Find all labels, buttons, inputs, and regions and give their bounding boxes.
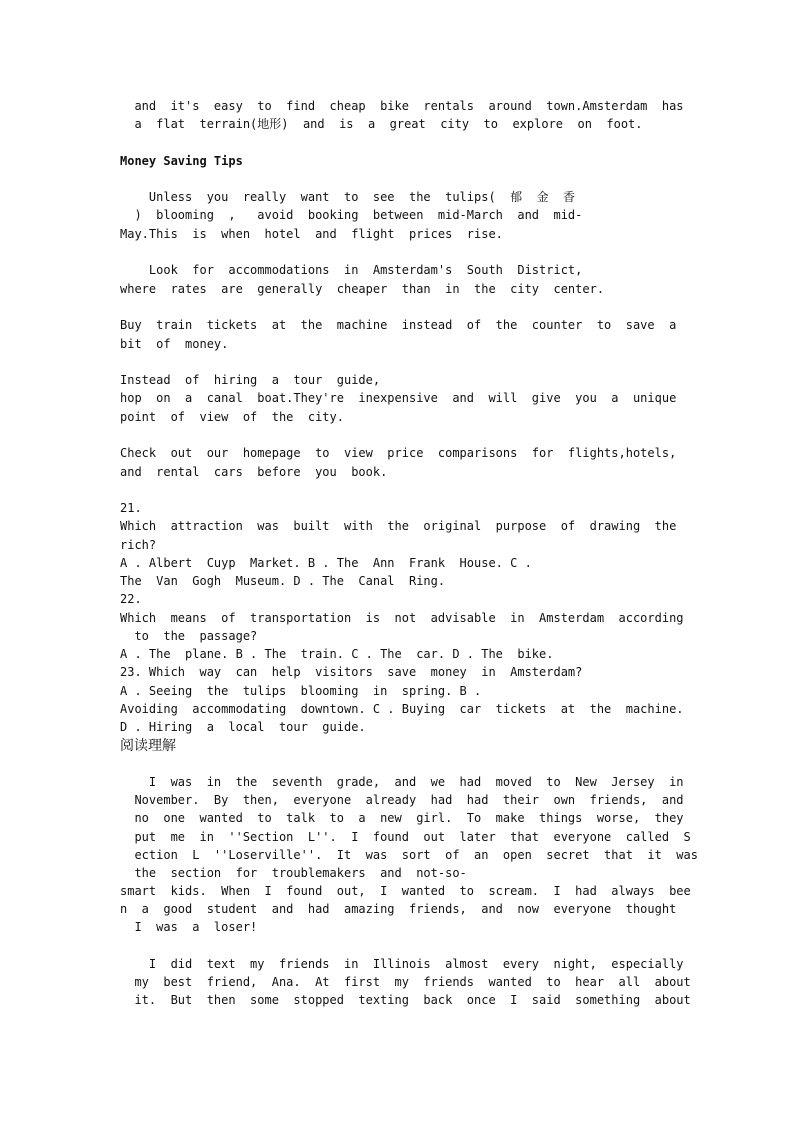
tip-line: Check out our homepage to view price comparisons for flights,hotels, [120, 446, 677, 460]
reading-line: my best friend, Ana. At first my friends wanted to hear all about [120, 975, 691, 989]
tip-line: and rental cars before you book. [120, 465, 388, 479]
question-options: A . Albert Cuyp Market. B . The Ann Frank House. C . [120, 556, 532, 570]
reading-line: November. By then, everyone already had had their own friends, and [120, 793, 684, 807]
question-number: 21. [120, 501, 142, 515]
reading-line: I did text my friends in Illinois almost every night, especially [120, 957, 684, 971]
reading-line: it. But then some stopped texting back once I said something about [120, 993, 691, 1007]
tip-line: Instead of hiring a tour guide, [120, 373, 381, 387]
tip-line: Look for accommodations in Amsterdam's South District, [120, 263, 583, 277]
tip-line: ) blooming , avoid booking between mid-March and mid- [120, 208, 583, 222]
tip-line: May.This is when hotel and flight prices rise. [120, 227, 503, 241]
paragraph-line: a flat terrain(地形) and is a great city to explore on foot. [120, 117, 643, 131]
question-number: 22. [120, 592, 142, 606]
tip-line: hop on a canal boat.They're inexpensive and will give you a unique [120, 391, 677, 405]
tip-line: Unless you really want to see the tulips( 郁 金 香 [120, 190, 576, 204]
reading-line: ection L ''Loserville''. It was sort of an open secret that it was [120, 848, 698, 862]
reading-line: I was in the seventh grade, and we had moved to New Jersey in [120, 775, 684, 789]
section-heading: Money Saving Tips [120, 154, 243, 168]
tip-line: where rates are generally cheaper than in the city center. [120, 282, 605, 296]
reading-line: smart kids. When I found out, I wanted to scream. I had always bee [120, 884, 691, 898]
question-options: The Van Gogh Museum. D . The Canal Ring. [120, 574, 446, 588]
tip-line: point of view of the city. [120, 410, 344, 424]
reading-line: the section for troublemakers and not-so- [120, 866, 467, 880]
tip-line: Buy train tickets at the machine instead of the counter to save a [120, 318, 677, 332]
question-text: Which means of transportation is not advisable in Amsterdam according [120, 611, 684, 625]
reading-line: I was a loser! [120, 920, 258, 934]
question-options: D . Hiring a local tour guide. [120, 720, 366, 734]
question-text: rich? [120, 538, 157, 552]
question-text: Which attraction was built with the original purpose of drawing the [120, 519, 677, 533]
question-options: A . The plane. B . The train. C . The car. D . The bike. [120, 647, 554, 661]
paragraph-line: and it's easy to find cheap bike rentals around town.Amsterdam has [120, 99, 684, 113]
reading-line: no one wanted to talk to a new girl. To make things worse, they [120, 811, 684, 825]
tip-line: bit of money. [120, 337, 229, 351]
question-options: Avoiding accommodating downtown. C . Buying car tickets at the machine. [120, 702, 684, 716]
reading-line: n a good student and had amazing friends, and now everyone thought [120, 902, 677, 916]
question-text: to the passage? [120, 629, 258, 643]
section-label: 阅读理解 [120, 738, 176, 754]
question-options: A . Seeing the tulips blooming in spring. B . [120, 684, 482, 698]
question-text: 23. Which way can help visitors save money in Amsterdam? [120, 665, 583, 679]
reading-line: put me in ''Section L''. I found out later that everyone called S [120, 830, 691, 844]
